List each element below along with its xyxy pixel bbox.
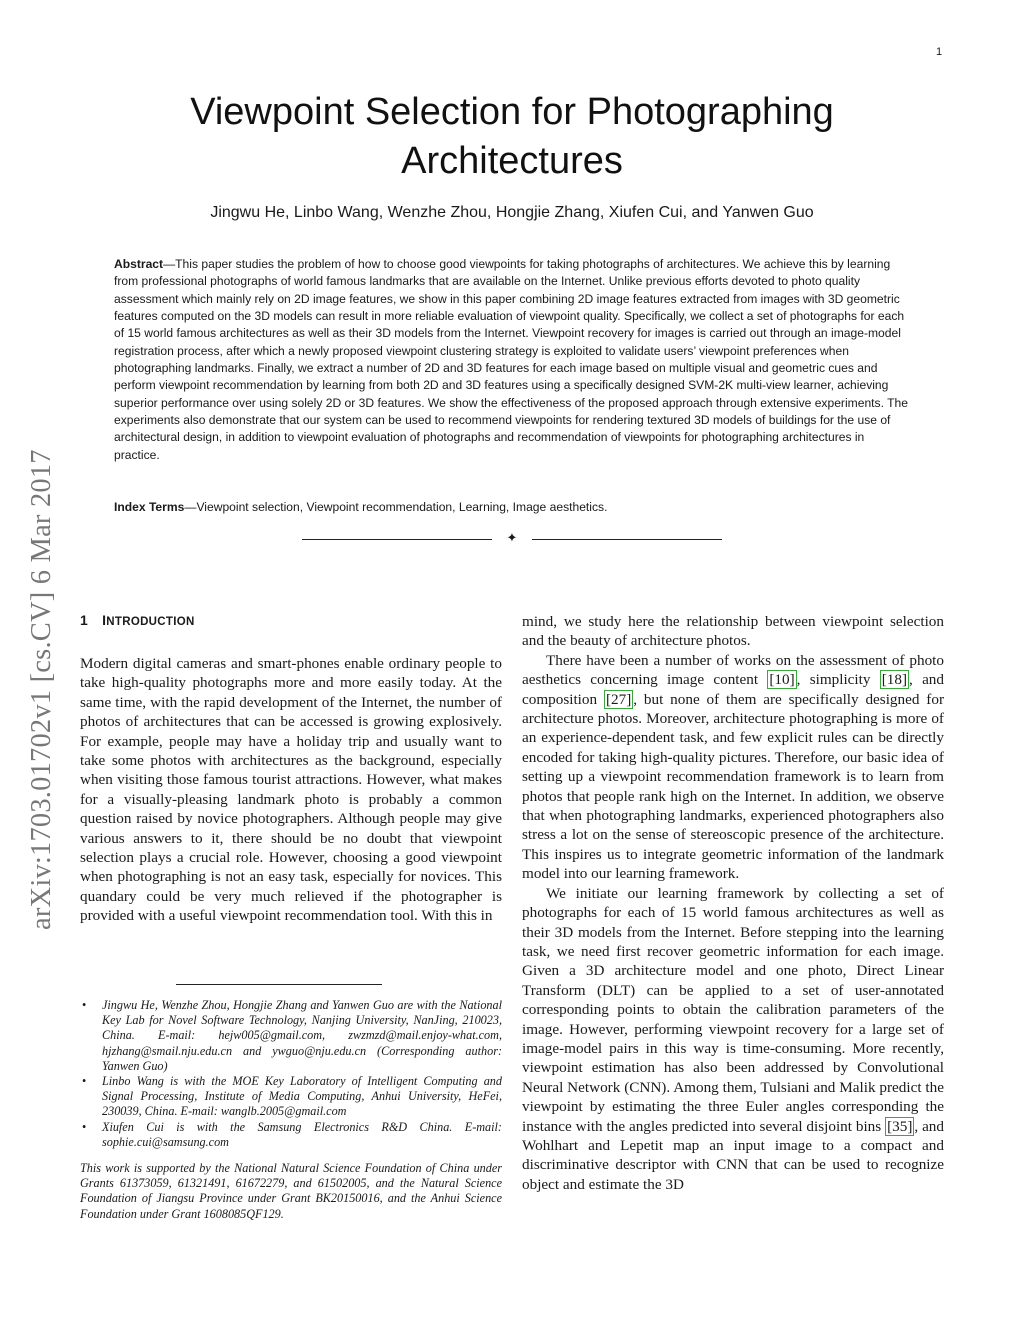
abstract <box>114 256 910 464</box>
left-column <box>80 654 502 926</box>
paragraph-text: , and Wohlhart and Lepetit map an input image to a compact and discriminative descriptor with CNN that can be used to recognize object and estimate the 3D <box>522 1117 944 1193</box>
citation-link-27[interactable]: [27] <box>605 690 632 708</box>
index-terms-label: Index Terms <box>114 500 185 514</box>
citation-link-10[interactable]: [10] <box>769 671 795 689</box>
page-number: 1 <box>936 46 943 58</box>
abstract-text: —This paper studies the problem of how to choose good viewpoints for taking photographs of architectures. We achieve this by learning from professional photographs of world famous landmarks that are available on the Internet. Unlike previous efforts devoted to photo quality assessment which mainly rely on 2D image features, we show in this paper combining 2D image features extracted from images with 3D geometric features computed on the 3D models can result in more reliable evaluation of viewpoint quality. Specifically, we collect a set of photographs for each of 15 world famous architectures as well as their 3D models from the Internet. Viewpoint recovery for images is carried out through an image-model registration process, after which a newly proposed viewpoint clustering strategy is exploited to validate users’ viewpoint preferences when photographing landmarks. Finally, we extract a number of 2D and 3D features for each image based on multiple visual and geometric cues and perform viewpoint recommendation by learning from both 2D and 3D features using a specifically designed SVM-2K multi-view learner, achieving superior performance over using solely 2D or 3D features. We show the effectiveness of the proposed approach through extensive experiments. The experiments also demonstrate that our system can be used to recommend viewpoints for rendering textured 3D models of buildings for the use of architectural design, in addition to viewpoint evaluation of photographs and recommendation of viewpoints for photographing architectures in practice. <box>114 257 908 462</box>
footnote-rule <box>176 984 382 985</box>
funding-note: This work is supported by the National Natural Science Foundation of China under Grants 61373059, 61321491, 61672279, and 61502005, and the Natural Science Foundation of Jiangsu Province under Grant BK20150016, and the Anhui Science Foundation under Grant 1608085QF129. <box>80 1161 502 1221</box>
section-number: 1 <box>80 612 89 628</box>
abstract-label: Abstract <box>114 257 164 271</box>
separator-diamond-icon: ✦ <box>506 531 518 546</box>
bullet-icon: • <box>82 1074 87 1089</box>
citation-link-35[interactable]: [35] <box>887 1117 913 1135</box>
paragraph-text: , and composition <box>522 671 944 708</box>
intro-paragraph-3 <box>522 884 944 1195</box>
paper-title-line-1: Viewpoint Selection for Photographing <box>190 91 834 133</box>
paper-title <box>110 88 914 186</box>
footnote-text: Linbo Wang is with the MOE Key Laboratory of Intelligent Computing and Signal Processing, Institute of Media Computing, Anhui University, HeFei, 230039, China. E-mail: wanglb.2005@gmail.com <box>102 1074 502 1119</box>
citation-link-18[interactable]: [18] <box>881 671 908 689</box>
footnote-text: Jingwu He, Wenzhe Zhou, Hongjie Zhang and Yanwen Guo are with the National Key Lab for Novel Software Technology, Nanjing University, NanJing, 210023, China. E-mail: hejw005@gmail.com, zwzmzd@mail.enjoy-what.com, hjzhang@smail.nju.edu.cn and ywguo@nju.edu.cn (Corresponding author: Yanwen Guo) <box>102 998 502 1073</box>
right-column <box>522 612 944 1194</box>
intro-paragraph-2 <box>522 651 944 884</box>
paper-title-line-2: Architectures <box>401 140 623 182</box>
affiliation-list <box>80 998 502 1150</box>
index-terms-text: —Viewpoint selection, Viewpoint recommendation, Learning, Image aesthetics. <box>184 500 608 514</box>
separator-line-left <box>302 539 492 540</box>
intro-paragraph-1-continued: mind, we study here the relationship between viewpoint selection and the beauty of architecture photos. <box>522 613 944 650</box>
section-separator <box>302 532 722 546</box>
affiliation-footnote <box>80 998 502 1074</box>
arxiv-identifier: arXiv:1703.01702v1 [cs.CV] 6 Mar 2017 <box>26 449 57 930</box>
footnotes <box>80 998 502 1222</box>
paragraph-text: There have been a number of works on the assessment of photo aesthetics concerning image content <box>522 651 944 689</box>
intro-paragraph-1: Modern digital cameras and smart-phones enable ordinary people to take high-quality photographs more and more easily today. At the same time, with the rapid development of the Internet, the number of photos of architectures that can be accessed is growing explosively. For example, people may have a holiday trip and usually want to take some photos with architectures as the background, especially when visiting those famous tourist attractions. However, what makes for a visually-pleasing landmark photo is probably a common question raised by novice photographers. Although people may give various answers to it, there should be no doubt that viewpoint selection plays a crucial role. However, choosing a good viewpoint when photographing is not an easy task, especially for novices. This quandary could be very much relieved if the photographer is provided with a useful viewpoint recommendation tool. With this in <box>80 655 502 925</box>
section-title-rest: NTRODUCTION <box>106 616 195 628</box>
separator-line-right <box>532 539 722 540</box>
paragraph-text: , simplicity <box>796 671 880 689</box>
footnote-text: Xiufen Cui is with the Samsung Electronics R&D China. E-mail: sophie.cui@samsung.com <box>102 1119 502 1149</box>
section-title-first-letter: I <box>102 612 107 628</box>
index-terms <box>114 499 910 516</box>
affiliation-footnote <box>80 1120 502 1150</box>
paragraph-text: We initiate our learning framework by collecting a set of photographs for each of 15 world famous architectures as well as their 3D models from the Internet. Before stepping into the learning task, we need first recover geometric information for each image. Given a 3D architecture model and one photo, Direct Linear Transform (DLT) can be applied to a set of user-annotated corresponding points to obtain the calibration parameters of the image. However, performing viewpoint recovery for a large set of image-model pairs in this way is time-consuming. More recently, viewpoint estimation has also been addressed by Convolutional Neural Network (CNN). Among them, Tulsiani and Malik predict the viewpoint by estimating the three Euler angles corresponding the instance with the angles predicted into several disjoint bins <box>522 884 944 1135</box>
bullet-icon: • <box>82 1119 87 1134</box>
section-heading-introduction <box>80 612 195 628</box>
author-list: Jingwu He, Linbo Wang, Wenzhe Zhou, Hongjie Zhang, Xiufen Cui, and Yanwen Guo <box>210 204 814 221</box>
affiliation-footnote <box>80 1074 502 1120</box>
paragraph-text: , but none of them are specifically designed for architecture photos. Moreover, architecture photographing is more of an experience-dependent task, and few explicit rules can be directly encoded for taking high-quality pictures. Therefore, our basic idea of setting up a viewpoint recommendation framework is to learn from photos that people rank high on the Internet. In addition, we observe that when photographing landmarks, experienced photographers also stress a lot on the sense of stereoscopic presence of the architecture. This inspires us to integrate geometric information of the landmark model into our learning framework. <box>522 690 945 883</box>
bullet-icon: • <box>82 998 87 1012</box>
